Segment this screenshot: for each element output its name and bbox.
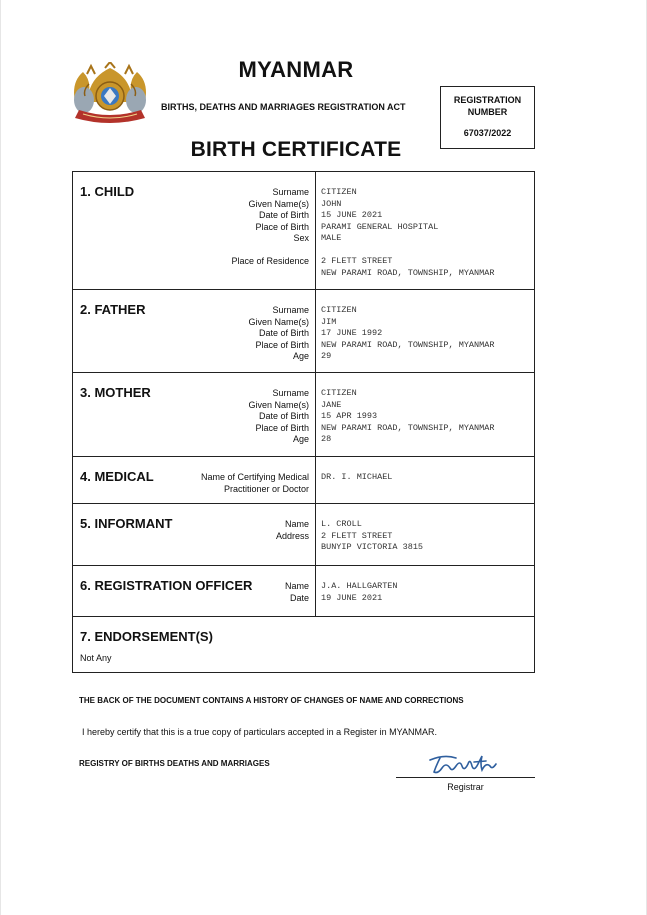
field-value: JOHN xyxy=(321,198,342,209)
endorsement-value: Not Any xyxy=(80,653,112,663)
field-label: Place of Residence xyxy=(231,256,309,266)
field-value: 28 xyxy=(321,434,332,444)
registration-act: BIRTHS, DEATHS AND MARRIAGES REGISTRATION ACT xyxy=(161,102,406,112)
field-value: 19 JUNE 2021 xyxy=(321,592,383,603)
column-divider xyxy=(315,457,316,503)
field-value: NEW PARAMI ROAD, TOWNSHIP, MYANMAR xyxy=(321,339,495,350)
section-medical xyxy=(73,457,534,504)
section-heading: 2. FATHER xyxy=(80,302,146,317)
registration-number-label: REGISTRATION NUMBER xyxy=(453,95,522,117)
state-seal-emblem-icon xyxy=(69,62,151,130)
section-registration-officer xyxy=(73,566,534,617)
field-value: CITIZEN xyxy=(321,305,357,315)
field-label: Surname xyxy=(272,305,309,315)
field-values xyxy=(321,581,398,604)
section-informant xyxy=(73,504,534,566)
field-values xyxy=(321,388,494,446)
registration-number: 67037/2022 xyxy=(463,128,512,138)
certificate-table xyxy=(72,171,535,673)
section-heading: 1. CHILD xyxy=(80,184,135,199)
field-label: Name xyxy=(284,581,309,591)
column-divider xyxy=(315,373,316,456)
field-value: 15 JUNE 2021 xyxy=(321,210,383,220)
field-label: Date xyxy=(289,592,309,603)
section-heading: 6. REGISTRATION OFFICER xyxy=(80,578,253,593)
field-label: Place of Birth xyxy=(255,422,309,433)
field-value: MALE xyxy=(321,233,342,243)
field-labels xyxy=(201,472,309,495)
field-value: 29 xyxy=(321,351,332,361)
registrar-label: Registrar xyxy=(447,782,484,792)
column-divider xyxy=(315,290,316,372)
field-label: Given Name(s) xyxy=(248,316,309,327)
section-endorsements xyxy=(73,617,534,672)
field-labels xyxy=(248,388,309,446)
field-value: 2 FLETT STREET xyxy=(321,530,393,541)
field-value: CITIZEN xyxy=(321,187,357,197)
section-child xyxy=(73,172,534,290)
column-divider xyxy=(315,566,316,616)
field-value: PARAMI GENERAL HOSPITAL xyxy=(321,221,439,232)
field-values xyxy=(321,305,494,363)
certification-statement: I hereby certify that this is a true copy of particulars accepted in a Register in MYANMAR. xyxy=(82,727,437,737)
field-value: 2 FLETT STREET xyxy=(321,256,393,266)
field-value: DR. I. MICHAEL xyxy=(321,472,393,482)
back-of-document-note: THE BACK OF THE DOCUMENT CONTAINS A HISTORY OF CHANGES OF NAME AND CORRECTIONS xyxy=(79,696,464,705)
field-label: Given Name(s) xyxy=(248,198,309,209)
section-heading: 7. ENDORSEMENT(S) xyxy=(80,629,213,644)
field-values xyxy=(321,472,392,484)
section-father xyxy=(73,290,534,373)
field-value: 17 JUNE 1992 xyxy=(321,328,383,338)
section-heading: 4. MEDICAL xyxy=(80,469,154,484)
field-labels xyxy=(248,305,309,363)
field-label: Age xyxy=(292,434,309,444)
field-labels xyxy=(285,581,309,604)
field-label: Age xyxy=(292,351,309,361)
field-label: Name of Certifying Medical xyxy=(200,472,309,482)
field-labels xyxy=(276,519,309,542)
country-title: MYANMAR xyxy=(238,57,354,82)
field-label: Date of Birth xyxy=(258,210,309,220)
section-mother xyxy=(73,373,534,457)
field-value: NEW PARAMI ROAD, TOWNSHIP, MYANMAR xyxy=(321,267,495,278)
field-value: CITIZEN xyxy=(321,388,357,398)
document-title: BIRTH CERTIFICATE xyxy=(190,138,402,161)
registrar-signature xyxy=(426,752,506,777)
registration-number-box xyxy=(440,86,535,149)
registry-name: REGISTRY OF BIRTHS DEATHS AND MARRIAGES xyxy=(79,759,270,768)
field-value: 15 APR 1993 xyxy=(321,411,378,421)
field-label: Address xyxy=(275,530,309,541)
field-label: Surname xyxy=(272,187,309,197)
field-label: Practitioner or Doctor xyxy=(223,483,309,494)
field-values xyxy=(321,519,423,554)
field-value: J.A. HALLGARTEN xyxy=(321,581,398,591)
field-label: Date of Birth xyxy=(258,328,309,338)
field-value: BUNYIP VICTORIA 3815 xyxy=(321,542,424,552)
field-label: Given Name(s) xyxy=(248,399,309,410)
field-value: NEW PARAMI ROAD, TOWNSHIP, MYANMAR xyxy=(321,422,495,433)
field-value: L. CROLL xyxy=(321,519,362,529)
field-values xyxy=(321,187,494,279)
signature-line xyxy=(396,777,535,778)
field-label: Name xyxy=(284,519,309,529)
field-value: JIM xyxy=(321,316,337,327)
column-divider xyxy=(315,504,316,565)
field-label: Sex xyxy=(293,233,309,243)
column-divider xyxy=(315,172,316,289)
field-labels xyxy=(231,187,309,268)
section-heading: 3. MOTHER xyxy=(80,385,151,400)
field-value: JANE xyxy=(321,399,342,410)
field-label: Date of Birth xyxy=(258,411,309,421)
field-label: Place of Birth xyxy=(255,221,309,232)
field-label: Surname xyxy=(272,388,309,398)
field-label: Place of Birth xyxy=(255,339,309,350)
section-heading: 5. INFORMANT xyxy=(80,516,173,531)
